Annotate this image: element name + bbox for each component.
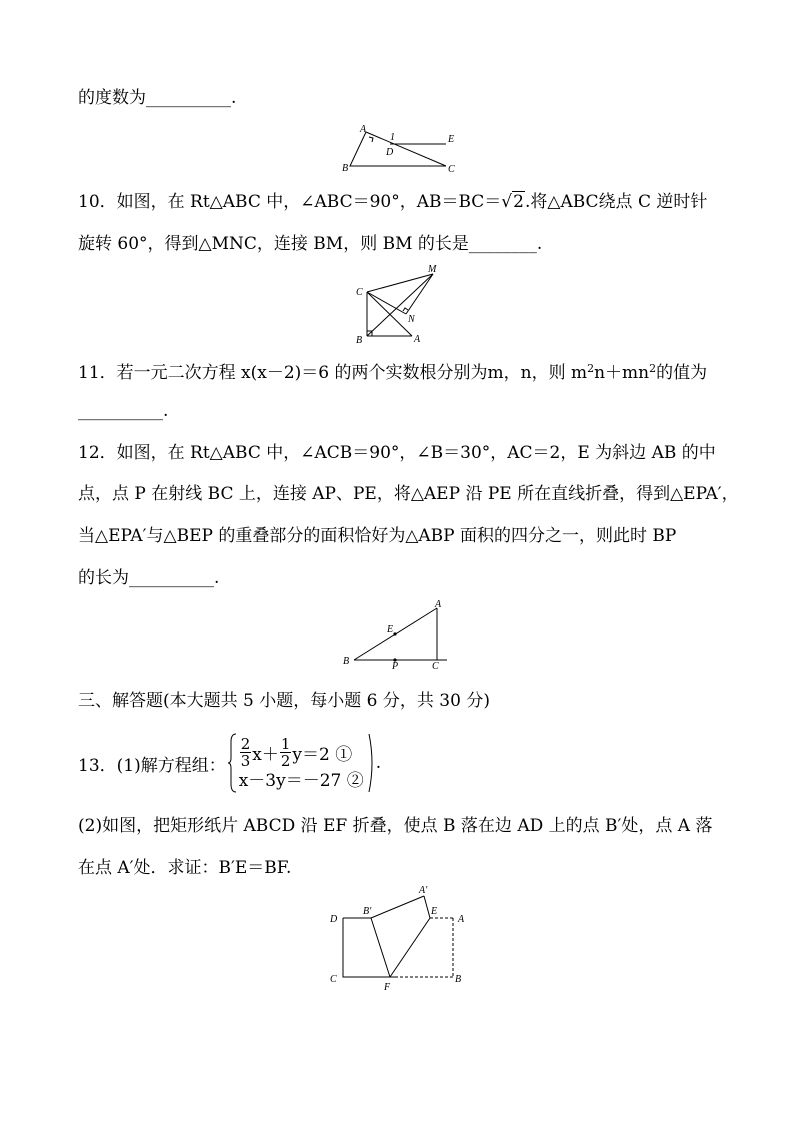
q13-part2-line2: 在点 A′处．求证：B′E＝BF. [78,858,292,878]
q13-frac1 [240,736,252,769]
q13-label-aprime: A′ [419,885,428,896]
q13-label-d: D [330,914,338,925]
q10-label-n: N [408,314,415,325]
q9-label-a: A [360,124,367,135]
left-brace-icon [228,732,238,794]
q12-label-b: B [343,656,350,667]
q9-label-d: D [386,147,394,158]
q10-label-a: A [414,334,421,345]
q13-eq1 [239,734,364,770]
q9-figure [338,124,468,176]
q10-line1-a: 10．如图，在 Rt△ABC 中，∠ABC＝90°，AB＝BC＝ [78,192,502,212]
q11-line1 [78,358,707,384]
section-three-heading: 三、解答题(本大题共 5 小题，每小题 6 分，共 30 分) [78,691,490,711]
q12-label-p: P [392,661,399,670]
q9-label-1: 1 [390,132,395,143]
q13-frac1-den: 3 [240,751,251,770]
q13-eq2: x－3y＝－27 ② [238,771,364,791]
q10-line1 [78,191,707,213]
q9-label-c: C [448,164,455,175]
q9-label-e: E [448,134,455,145]
q10-line1-b: .将△ABC绕点 C 逆时针 [524,192,708,212]
q13-eq1-rest: y＝2 ① [292,744,353,765]
q13-equation-system [78,732,381,794]
q13-eq1-x: x＋ [252,744,279,765]
q13-frac2-num: 1 [280,734,291,753]
q10-sqrt-value: 2 [513,192,524,212]
q13-suffix: . [375,753,382,773]
q12-line1: 12．如图，在 Rt△ABC 中，∠ACB＝90°，∠B＝30°，AC＝2，E 为斜边 AB 的中 [78,443,716,463]
q11-sup2: 2 [649,362,657,375]
q9-tail-text: 的度数为__________. [78,88,237,108]
q13-figure [326,880,476,995]
q13-label-e: E [431,906,438,917]
q10-label-c: C [356,287,363,298]
sqrt-symbol: √2 [501,192,524,212]
q12-label-a: A [435,599,442,610]
q12-label-e: E [387,624,394,635]
q13-label-bprime: B′ [363,906,372,917]
q11-line2: __________. [78,401,169,421]
q10-line2: 旋转 60°，得到△MNC，连接 BM，则 BM 的长是________. [78,234,543,254]
q12-figure [340,598,460,670]
q11-sup1: 2 [587,362,595,375]
q12-line4: 的长为__________. [78,568,220,588]
right-paren-icon [368,732,376,794]
q12-line2: 点，点 P 在射线 BC 上，连接 AP、PE，将△AEP 沿 PE 所在直线折叠，得到△EPA′， [78,484,739,504]
point-e-dot [393,632,396,635]
q9-label-b: B [342,163,349,174]
q11-line1-b: n＋mn [594,363,650,383]
q13-label-a: A [458,914,465,925]
q12-line3: 当△EPA′与△BEP 的重叠部分的面积恰好为△ABP 面积的四分之一，则此时 BP [78,526,677,546]
q13-label-f: F [384,982,391,993]
q11-line1-c: 的值为 [656,363,708,383]
q11-line1-a: 11．若一元二次方程 x(x－2)＝6 的两个实数根分别为m，n，则 m [78,363,588,383]
q12-label-c: C [432,661,439,670]
q13-label-b: B [455,974,462,985]
q10-label-m: M [428,264,437,275]
q13-prefix: 13．(1)解方程组： [78,755,226,776]
q13-frac1-num: 2 [240,734,251,753]
q10-label-b: B [356,335,363,346]
q13-label-c: C [330,974,337,985]
q13-frac2 [280,736,292,769]
q13-frac2-den: 2 [280,751,291,770]
q13-part2-line1: (2)如图，把矩形纸片 ABCD 沿 EF 折叠，使点 B 落在边 AD 上的点 B′处，点 A 落 [78,816,713,836]
q10-figure [350,262,450,348]
